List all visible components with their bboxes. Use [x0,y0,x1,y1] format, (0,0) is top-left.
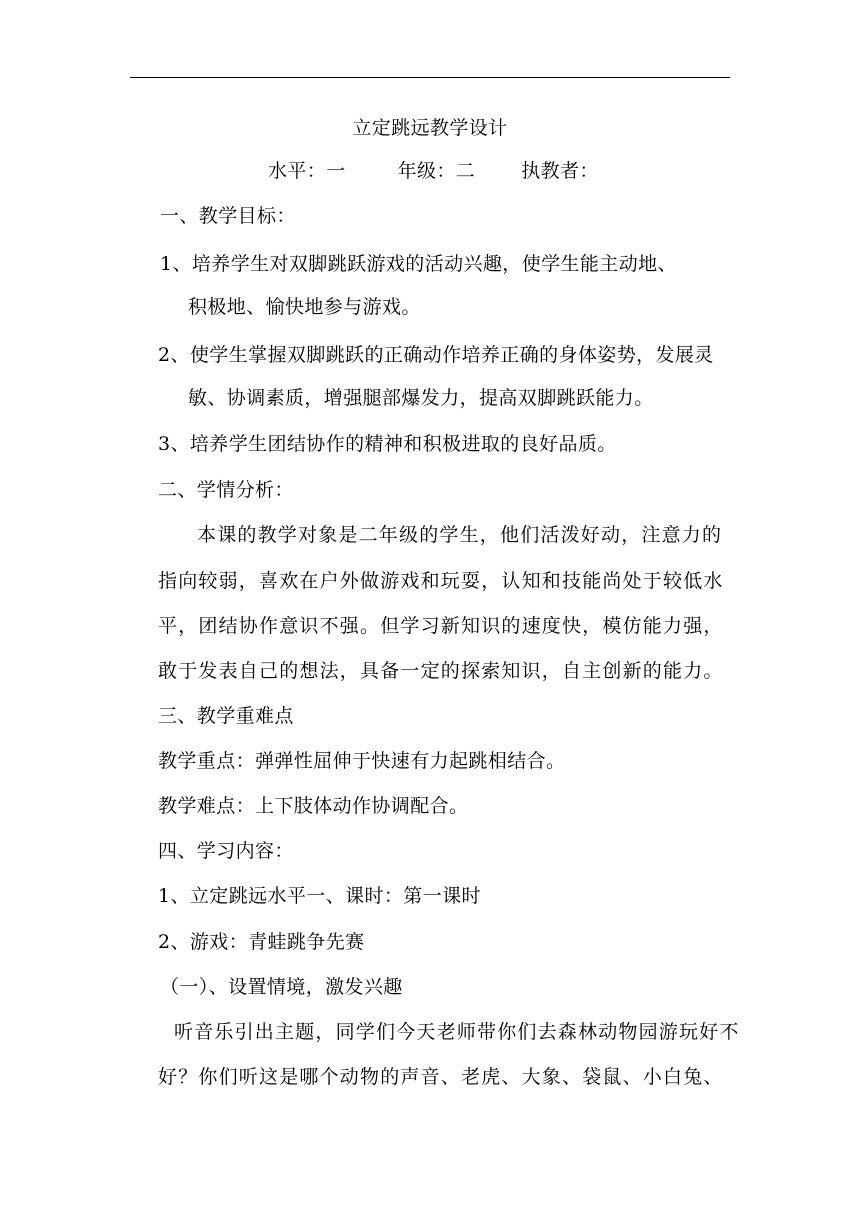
meta-teacher: 执教者： [521,160,599,182]
section-heading-analysis: 二、学情分析： [158,479,294,501]
situation-line-2: 好？你们听这是哪个动物的声音、老虎、大象、袋鼠、小白兔、 [158,1066,724,1088]
subsection-heading-1: （一）、设置情境，激发兴趣 [160,976,403,998]
objective-1-line-2: 积极地、愉快地参与游戏。 [188,296,421,318]
content-item-1: 1、立定跳远水平一、课时：第一课时 [158,885,481,907]
document-title: 立定跳远教学设计 [352,117,508,139]
key-point: 教学重点：弹弹性屈伸于快速有力起跳相结合。 [158,750,566,772]
objective-2-line-1: 2、使学生掌握双脚跳跃的正确动作培养正确的身体姿势，发展灵 [158,344,714,366]
objective-1-line-1: 1、培养学生对双脚跳跃游戏的活动兴趣，使学生能主动地、 [160,253,677,275]
content-item-2: 2、游戏：青蛙跳争先赛 [158,931,365,953]
meta-level: 水平：一 [268,160,346,182]
section-heading-key-points: 三、教学重难点 [158,705,294,727]
analysis-line-1: 本课的教学对象是二年级的学生，他们活泼好动，注意力的 [197,524,723,546]
analysis-line-3: 平，团结协作意识不强。但学习新知识的速度快，模仿能力强， [158,615,724,637]
objective-2-line-2: 敏、协调素质，增强腿部爆发力，提高双脚跳跃能力。 [188,387,654,409]
analysis-line-2: 指向较弱，喜欢在户外做游戏和玩耍，认知和技能尚处于较低水 [158,570,724,592]
meta-grade: 年级：二 [397,160,476,182]
section-heading-content: 四、学习内容： [158,840,294,862]
difficult-point: 教学难点：上下肢体动作协调配合。 [158,795,469,817]
analysis-line-4: 敢于发表自己的想法，具备一定的探索知识，自主创新的能力。 [158,660,724,682]
document-meta [268,159,599,183]
situation-line-1: 听音乐引出主题，同学们今天老师带你们去森林动物园游玩好不 [174,1021,740,1043]
objective-3: 3、培养学生团结协作的精神和积极进取的良好品质。 [158,433,617,455]
section-heading-objectives: 一、教学目标： [160,205,296,227]
header-rule [130,77,730,78]
